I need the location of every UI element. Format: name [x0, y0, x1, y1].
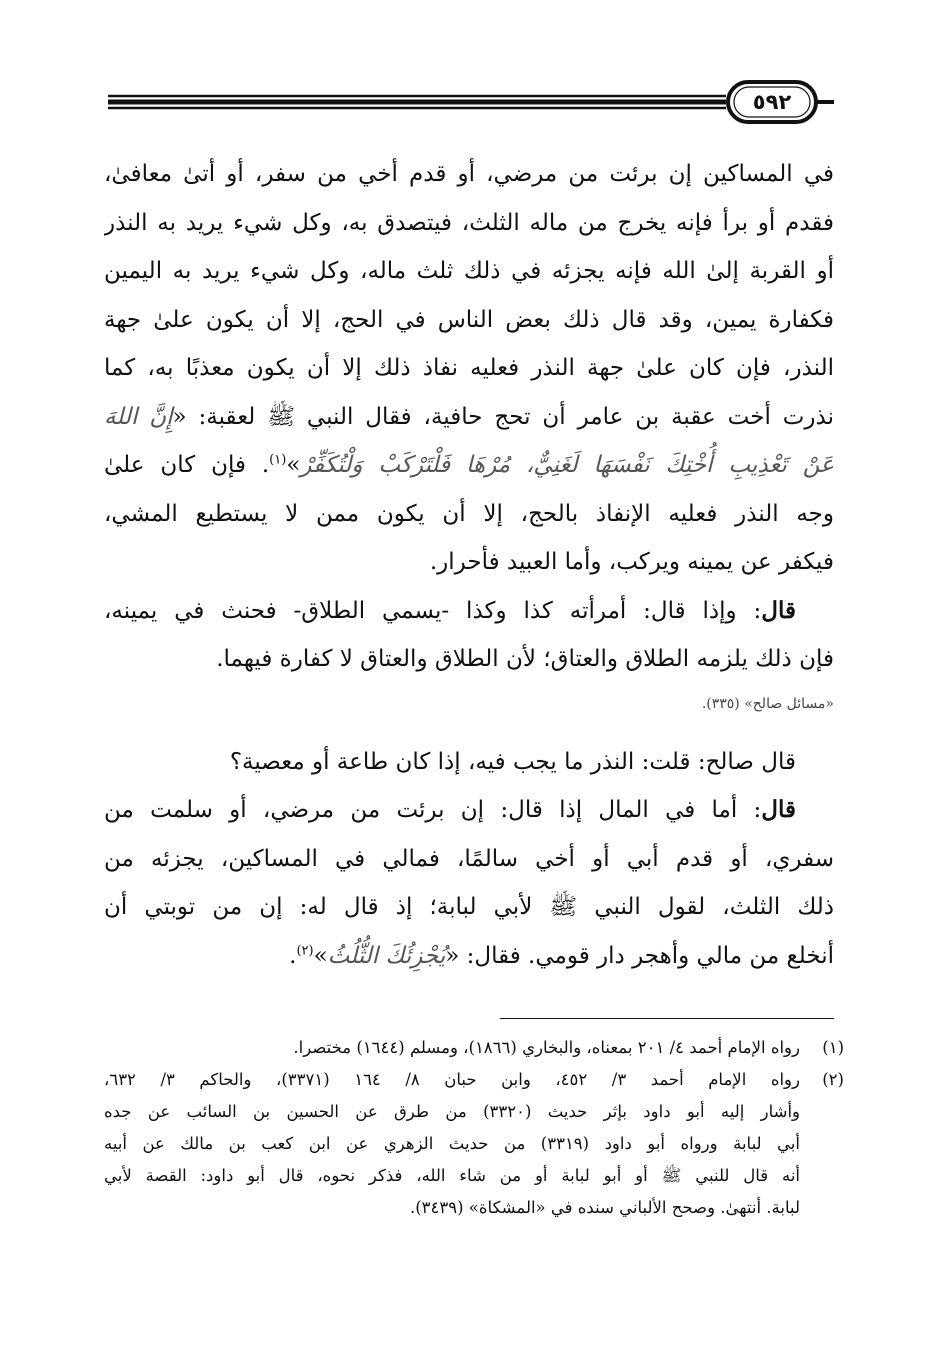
footnote-2: [104, 1064, 844, 1096]
spacer: [104, 724, 834, 738]
footnotes: [104, 1032, 844, 1224]
footnote-line: أنه قال للنبي ﷺ أو أبو لبابة أو من شاء الله، فذكر نحوه، قال أبو داود: القصة لأبي: [104, 1166, 800, 1185]
quote-close: »: [286, 452, 301, 478]
body-text: . فإن كان علىٰ: [104, 452, 270, 478]
footnote-line: لبابة. أنتهىٰ. وصحح الألباني سنده في «المشكاة» (٣٤٣٩).: [409, 1198, 800, 1217]
body-text: : وإذا قال: أمرأته كذا وكذا -يسمي الطلاق- فحنث في يمينه،: [104, 597, 762, 624]
page-number: ٥٩٢: [752, 90, 792, 114]
footnote-number: (١): [822, 1038, 844, 1057]
hadith-quote: عَنْ تَعْذِيبِ أُخْتِكَ نَفْسَهَا لَغَنِيٌّ، مُرْهَا فَلْتَرْكَبْ وَلْتُكَفِّرْ: [300, 452, 834, 478]
page-header: [106, 74, 836, 144]
body-line: فيكفر عن يمينه ويركب، وأما العبيد فأحرار.: [429, 549, 834, 575]
hadith-quote: يُجْزِئُكَ الثُّلُثُ: [327, 942, 446, 969]
body-line: قال صالح: قلت: النذر ما يجب فيه، إذا كان طاعة أو معصية؟: [229, 748, 796, 775]
body-line: [104, 587, 834, 636]
speaker-label: قال: [761, 796, 796, 823]
body-line: ذلك الثلث، لقول النبي ﷺ لأبي لبابة؛ إذ قال له: إن من توبتي أن: [104, 894, 834, 920]
footnote-ref[interactable]: (١): [269, 452, 287, 468]
body-line: [104, 441, 834, 490]
footnote-line: أبي لبابة ورواه أبو داود (٣٣١٩) من حديث الزهري عن ابن كعب بن مالك عن أبيه: [104, 1134, 800, 1153]
body-line: فكفارة يمين، وقد قال ذلك بعض الناس في الحج، إلا أن يكون علىٰ جهة: [104, 306, 834, 333]
body-line: أو القربة إلىٰ الله فإنه يجزئه في ذلك ثلث ماله، وكل شيء يريد به اليمين: [104, 258, 834, 284]
source-citation: «مسائل صالح» (٣٣٥).: [701, 695, 834, 712]
footnote-text: رواه الإمام أحمد ٤/ ٢٠١ بمعناه، والبخاري (١٨٦٦)، ومسلم (١٦٤٤) مختصرا.: [293, 1038, 800, 1057]
quote-close: »: [313, 942, 328, 969]
body-line: [104, 786, 834, 835]
main-text: [104, 150, 834, 980]
body-line: فإن ذلك يلزمه الطلاق والعتاق؛ لأن الطلاق والعتاق لا كفارة فيهما.: [216, 646, 834, 672]
footnote-line: وأشار إليه أبو داود بإثر حديث (٣٣٢٠) من طرق عن الحسين بن السائب عن جده: [104, 1102, 800, 1121]
hadith-quote: إِنَّ اللهَ: [104, 403, 173, 430]
body-line: وجه النذر فعليه الإنفاذ بالحج، إلا أن يكون ممن لا يستطيع المشي،: [104, 500, 834, 527]
body-line: في المساكين إن برئت من مرضي، أو قدم أخي من سفر، أو أتىٰ معافىٰ،: [104, 161, 834, 187]
footnote-divider: [500, 1018, 834, 1019]
speaker-label: قال: [761, 596, 796, 624]
body-line: فقدم أو برأ فإنه يخرج من ماله الثلث، فيتصدق به، وكل شيء يريد به النذر: [104, 209, 834, 236]
body-text: نذرت أخت عقبة بن عامر أن تحج حافية، فقال النبي ﷺ لعقبة: «: [172, 403, 834, 430]
body-line: [104, 932, 834, 981]
body-line: سفري، أو قدم أبي أو أخي سالمًا، فمالي في المساكين، يجزئه من: [104, 845, 834, 872]
footnote-text: رواه الإمام أحمد ٣/ ٤٥٢، وابن حبان ٨/ ١٦٤ (٣٣٧١)، والحاكم ٣/ ٦٣٢،: [104, 1070, 800, 1089]
body-line: النذر، فإن كان علىٰ جهة النذر فعليه نفاذ ذلك إلا أن يكون معذبًا به، كما: [104, 355, 834, 381]
body-line: [104, 393, 834, 442]
body-text: أنخلع من مالي وأهجر دار قومي. فقال: «: [445, 942, 834, 969]
footnote-ref[interactable]: (٢): [296, 942, 314, 958]
body-text: .: [289, 942, 297, 969]
footnote-number: (٢): [822, 1070, 844, 1089]
body-text: : أما في المال إذا قال: إن برئت من مرضي، أو سلمت من: [104, 797, 762, 823]
footnote-1: [104, 1032, 844, 1064]
